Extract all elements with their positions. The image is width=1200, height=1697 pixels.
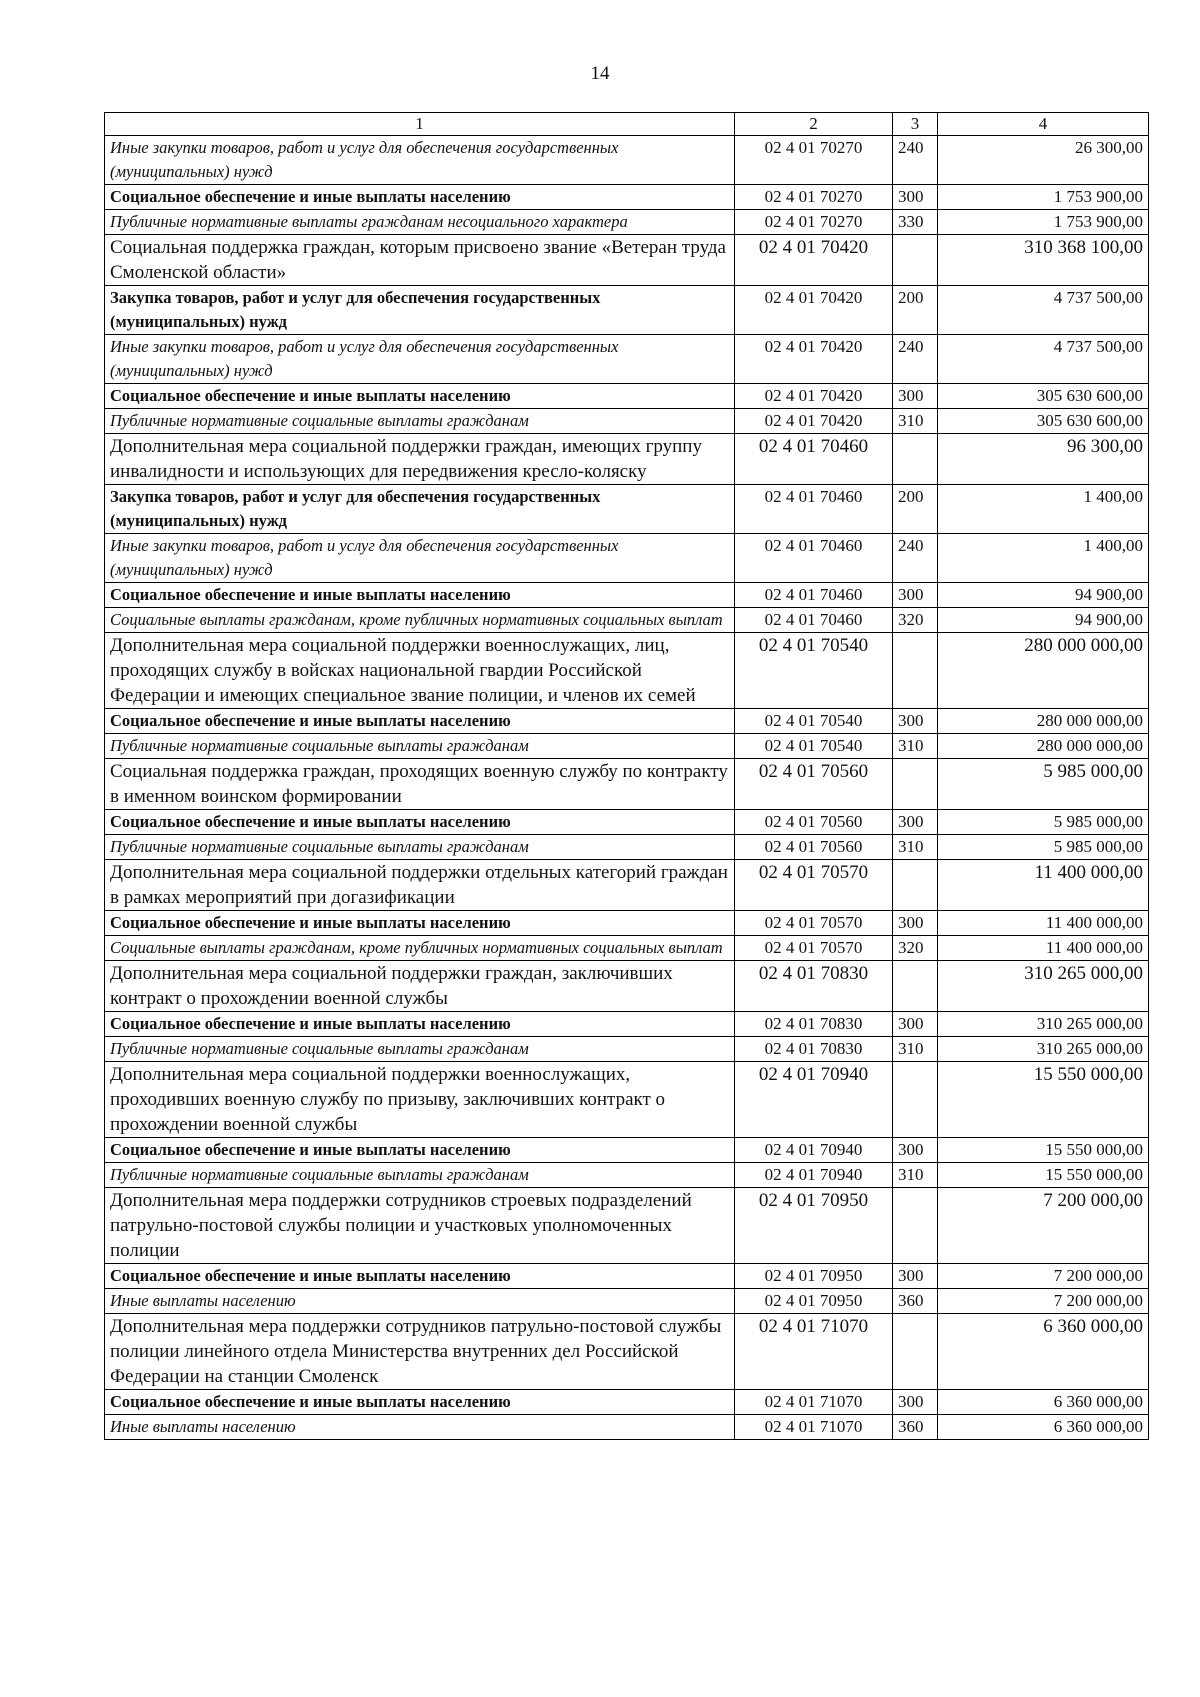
row-expense-type-cell: 310 xyxy=(893,734,938,759)
row-name-cell: Социальное обеспечение и иные выплаты населению xyxy=(105,1012,735,1037)
row-expense-type-cell: 240 xyxy=(893,136,938,185)
row-name-cell: Социальное обеспечение и иные выплаты населению xyxy=(105,1264,735,1289)
row-code-cell: 02 4 01 70540 xyxy=(735,709,893,734)
row-expense-type-cell: 300 xyxy=(893,1390,938,1415)
row-amount-cell: 1 400,00 xyxy=(938,534,1149,583)
table-row xyxy=(105,534,1149,583)
row-code-cell: 02 4 01 70420 xyxy=(735,384,893,409)
row-amount-cell: 15 550 000,00 xyxy=(938,1163,1149,1188)
table-header-row xyxy=(105,113,1149,136)
row-code-cell: 02 4 01 70420 xyxy=(735,286,893,335)
row-name-cell: Дополнительная мера поддержки сотрудников патрульно-постовой службы полиции линейного отдела Министерства внутренних дел Российской Федерации на станции Смоленск xyxy=(105,1314,735,1390)
row-expense-type-cell: 200 xyxy=(893,485,938,534)
row-expense-type-cell xyxy=(893,759,938,810)
row-amount-cell: 280 000 000,00 xyxy=(938,709,1149,734)
table-row xyxy=(105,1264,1149,1289)
row-code-cell: 02 4 01 70830 xyxy=(735,961,893,1012)
table-row xyxy=(105,835,1149,860)
table-row xyxy=(105,1289,1149,1314)
row-amount-cell: 310 368 100,00 xyxy=(938,235,1149,286)
row-expense-type-cell xyxy=(893,860,938,911)
row-expense-type-cell: 240 xyxy=(893,335,938,384)
row-name-cell: Дополнительная мера социальной поддержки военнослужащих, проходивших военную службу по призыву, заключивших контракт о прохождении военной службы xyxy=(105,1062,735,1138)
page-number: 14 xyxy=(590,63,610,84)
row-name-cell: Публичные нормативные социальные выплаты гражданам xyxy=(105,1163,735,1188)
table-row xyxy=(105,286,1149,335)
row-code-cell: 02 4 01 70830 xyxy=(735,1037,893,1062)
column-header-1: 1 xyxy=(105,113,735,136)
row-expense-type-cell: 300 xyxy=(893,1012,938,1037)
row-name-cell: Дополнительная мера социальной поддержки граждан, заключивших контракт о прохождении военной службы xyxy=(105,961,735,1012)
table-row xyxy=(105,1188,1149,1264)
row-name-cell: Иные выплаты населению xyxy=(105,1289,735,1314)
row-code-cell: 02 4 01 70830 xyxy=(735,1012,893,1037)
table-row xyxy=(105,1037,1149,1062)
row-code-cell: 02 4 01 70940 xyxy=(735,1163,893,1188)
row-name-cell: Социальная поддержка граждан, проходящих военную службу по контракту в именном воинском формировании xyxy=(105,759,735,810)
row-code-cell: 02 4 01 70570 xyxy=(735,911,893,936)
row-amount-cell: 5 985 000,00 xyxy=(938,810,1149,835)
row-code-cell: 02 4 01 70570 xyxy=(735,860,893,911)
table-row xyxy=(105,384,1149,409)
row-expense-type-cell: 330 xyxy=(893,210,938,235)
row-name-cell: Дополнительная мера социальной поддержки отдельных категорий граждан в рамках мероприятий при догазификации xyxy=(105,860,735,911)
row-code-cell: 02 4 01 70270 xyxy=(735,210,893,235)
table-row xyxy=(105,608,1149,633)
row-name-cell: Социальное обеспечение и иные выплаты населению xyxy=(105,583,735,608)
table-row xyxy=(105,210,1149,235)
row-amount-cell: 5 985 000,00 xyxy=(938,835,1149,860)
row-expense-type-cell xyxy=(893,961,938,1012)
row-amount-cell: 96 300,00 xyxy=(938,434,1149,485)
row-expense-type-cell xyxy=(893,1314,938,1390)
row-code-cell: 02 4 01 70460 xyxy=(735,534,893,583)
table-row xyxy=(105,810,1149,835)
row-amount-cell: 280 000 000,00 xyxy=(938,734,1149,759)
table-row xyxy=(105,734,1149,759)
row-expense-type-cell: 300 xyxy=(893,810,938,835)
row-amount-cell: 11 400 000,00 xyxy=(938,911,1149,936)
row-amount-cell: 7 200 000,00 xyxy=(938,1188,1149,1264)
row-name-cell: Социальное обеспечение и иные выплаты населению xyxy=(105,911,735,936)
row-expense-type-cell xyxy=(893,1062,938,1138)
row-expense-type-cell xyxy=(893,235,938,286)
table-row xyxy=(105,335,1149,384)
table-row xyxy=(105,434,1149,485)
row-code-cell: 02 4 01 70460 xyxy=(735,434,893,485)
row-code-cell: 02 4 01 70560 xyxy=(735,810,893,835)
row-code-cell: 02 4 01 70270 xyxy=(735,185,893,210)
row-amount-cell: 26 300,00 xyxy=(938,136,1149,185)
row-amount-cell: 6 360 000,00 xyxy=(938,1314,1149,1390)
row-expense-type-cell: 360 xyxy=(893,1289,938,1314)
row-expense-type-cell: 310 xyxy=(893,835,938,860)
row-amount-cell: 5 985 000,00 xyxy=(938,759,1149,810)
table-row xyxy=(105,136,1149,185)
row-amount-cell: 305 630 600,00 xyxy=(938,384,1149,409)
row-amount-cell: 11 400 000,00 xyxy=(938,936,1149,961)
row-code-cell: 02 4 01 71070 xyxy=(735,1390,893,1415)
table-row xyxy=(105,1012,1149,1037)
row-code-cell: 02 4 01 70940 xyxy=(735,1138,893,1163)
row-expense-type-cell xyxy=(893,434,938,485)
row-name-cell: Социальное обеспечение и иные выплаты населению xyxy=(105,810,735,835)
row-amount-cell: 1 753 900,00 xyxy=(938,210,1149,235)
row-name-cell: Социальное обеспечение и иные выплаты населению xyxy=(105,1390,735,1415)
row-code-cell: 02 4 01 71070 xyxy=(735,1314,893,1390)
row-expense-type-cell: 310 xyxy=(893,1163,938,1188)
row-name-cell: Социальное обеспечение и иные выплаты населению xyxy=(105,185,735,210)
row-expense-type-cell: 300 xyxy=(893,583,938,608)
row-name-cell: Закупка товаров, работ и услуг для обеспечения государственных (муниципальных) нужд xyxy=(105,286,735,335)
row-code-cell: 02 4 01 70420 xyxy=(735,235,893,286)
row-code-cell: 02 4 01 70570 xyxy=(735,936,893,961)
table-row xyxy=(105,1163,1149,1188)
row-code-cell: 02 4 01 70950 xyxy=(735,1289,893,1314)
row-name-cell: Иные выплаты населению xyxy=(105,1415,735,1440)
row-amount-cell: 1 753 900,00 xyxy=(938,185,1149,210)
row-name-cell: Публичные нормативные социальные выплаты гражданам xyxy=(105,835,735,860)
row-amount-cell: 15 550 000,00 xyxy=(938,1062,1149,1138)
row-amount-cell: 310 265 000,00 xyxy=(938,1037,1149,1062)
row-code-cell: 02 4 01 70420 xyxy=(735,335,893,384)
row-expense-type-cell: 320 xyxy=(893,608,938,633)
row-amount-cell: 1 400,00 xyxy=(938,485,1149,534)
row-code-cell: 02 4 01 70950 xyxy=(735,1264,893,1289)
row-name-cell: Иные закупки товаров, работ и услуг для обеспечения государственных (муниципальных) нужд xyxy=(105,136,735,185)
row-code-cell: 02 4 01 70540 xyxy=(735,633,893,709)
row-name-cell: Социальное обеспечение и иные выплаты населению xyxy=(105,709,735,734)
column-header-4: 4 xyxy=(938,113,1149,136)
row-amount-cell: 310 265 000,00 xyxy=(938,961,1149,1012)
row-name-cell: Публичные нормативные выплаты гражданам несоциального характера xyxy=(105,210,735,235)
table-row xyxy=(105,936,1149,961)
row-amount-cell: 4 737 500,00 xyxy=(938,335,1149,384)
table-row xyxy=(105,860,1149,911)
table-row xyxy=(105,961,1149,1012)
row-code-cell: 02 4 01 70420 xyxy=(735,409,893,434)
row-expense-type-cell xyxy=(893,633,938,709)
table-row xyxy=(105,1415,1149,1440)
row-name-cell: Дополнительная мера поддержки сотрудников строевых подразделений патрульно-постовой службы полиции и участковых уполномоченных полиции xyxy=(105,1188,735,1264)
table-row xyxy=(105,633,1149,709)
row-amount-cell: 4 737 500,00 xyxy=(938,286,1149,335)
row-code-cell: 02 4 01 70460 xyxy=(735,583,893,608)
row-expense-type-cell: 300 xyxy=(893,1138,938,1163)
row-code-cell: 02 4 01 70540 xyxy=(735,734,893,759)
row-expense-type-cell: 310 xyxy=(893,409,938,434)
row-expense-type-cell: 300 xyxy=(893,384,938,409)
row-name-cell: Социальное обеспечение и иные выплаты населению xyxy=(105,1138,735,1163)
row-expense-type-cell: 240 xyxy=(893,534,938,583)
table-row xyxy=(105,709,1149,734)
row-name-cell: Публичные нормативные социальные выплаты гражданам xyxy=(105,734,735,759)
row-expense-type-cell: 300 xyxy=(893,1264,938,1289)
row-name-cell: Дополнительная мера социальной поддержки граждан, имеющих группу инвалидности и использующих для передвижения кресло-коляску xyxy=(105,434,735,485)
row-name-cell: Социальное обеспечение и иные выплаты населению xyxy=(105,384,735,409)
row-code-cell: 02 4 01 70560 xyxy=(735,759,893,810)
row-expense-type-cell: 310 xyxy=(893,1037,938,1062)
row-name-cell: Иные закупки товаров, работ и услуг для обеспечения государственных (муниципальных) нужд xyxy=(105,335,735,384)
row-name-cell: Социальные выплаты гражданам, кроме публичных нормативных социальных выплат xyxy=(105,936,735,961)
row-amount-cell: 15 550 000,00 xyxy=(938,1138,1149,1163)
row-expense-type-cell xyxy=(893,1188,938,1264)
row-amount-cell: 310 265 000,00 xyxy=(938,1012,1149,1037)
budget-table xyxy=(104,112,1149,1440)
table-row xyxy=(105,1138,1149,1163)
table-row xyxy=(105,911,1149,936)
row-name-cell: Публичные нормативные социальные выплаты гражданам xyxy=(105,409,735,434)
row-expense-type-cell: 360 xyxy=(893,1415,938,1440)
table-row xyxy=(105,1314,1149,1390)
table-row xyxy=(105,235,1149,286)
row-code-cell: 02 4 01 70270 xyxy=(735,136,893,185)
table-row xyxy=(105,185,1149,210)
table-row xyxy=(105,583,1149,608)
row-expense-type-cell: 300 xyxy=(893,911,938,936)
row-name-cell: Закупка товаров, работ и услуг для обеспечения государственных (муниципальных) нужд xyxy=(105,485,735,534)
row-name-cell: Социальные выплаты гражданам, кроме публичных нормативных социальных выплат xyxy=(105,608,735,633)
row-amount-cell: 6 360 000,00 xyxy=(938,1390,1149,1415)
row-amount-cell: 11 400 000,00 xyxy=(938,860,1149,911)
row-code-cell: 02 4 01 70950 xyxy=(735,1188,893,1264)
column-header-2: 2 xyxy=(735,113,893,136)
row-amount-cell: 7 200 000,00 xyxy=(938,1264,1149,1289)
row-amount-cell: 280 000 000,00 xyxy=(938,633,1149,709)
row-expense-type-cell: 300 xyxy=(893,709,938,734)
table-row xyxy=(105,409,1149,434)
table-row xyxy=(105,485,1149,534)
row-amount-cell: 94 900,00 xyxy=(938,583,1149,608)
table-row xyxy=(105,1390,1149,1415)
row-code-cell: 02 4 01 70560 xyxy=(735,835,893,860)
row-amount-cell: 94 900,00 xyxy=(938,608,1149,633)
row-name-cell: Публичные нормативные социальные выплаты гражданам xyxy=(105,1037,735,1062)
row-name-cell: Социальная поддержка граждан, которым присвоено звание «Ветеран труда Смоленской области» xyxy=(105,235,735,286)
row-amount-cell: 6 360 000,00 xyxy=(938,1415,1149,1440)
row-name-cell: Дополнительная мера социальной поддержки военнослужащих, лиц, проходящих службу в войсках национальной гвардии Российской Федерации и имеющих специальное звание полиции, и членов их семей xyxy=(105,633,735,709)
row-code-cell: 02 4 01 70460 xyxy=(735,485,893,534)
row-expense-type-cell: 320 xyxy=(893,936,938,961)
row-expense-type-cell: 200 xyxy=(893,286,938,335)
row-code-cell: 02 4 01 70940 xyxy=(735,1062,893,1138)
row-code-cell: 02 4 01 71070 xyxy=(735,1415,893,1440)
column-header-3: 3 xyxy=(893,113,938,136)
row-name-cell: Иные закупки товаров, работ и услуг для обеспечения государственных (муниципальных) нужд xyxy=(105,534,735,583)
row-amount-cell: 7 200 000,00 xyxy=(938,1289,1149,1314)
table-row xyxy=(105,759,1149,810)
row-amount-cell: 305 630 600,00 xyxy=(938,409,1149,434)
table-row xyxy=(105,1062,1149,1138)
row-expense-type-cell: 300 xyxy=(893,185,938,210)
row-code-cell: 02 4 01 70460 xyxy=(735,608,893,633)
